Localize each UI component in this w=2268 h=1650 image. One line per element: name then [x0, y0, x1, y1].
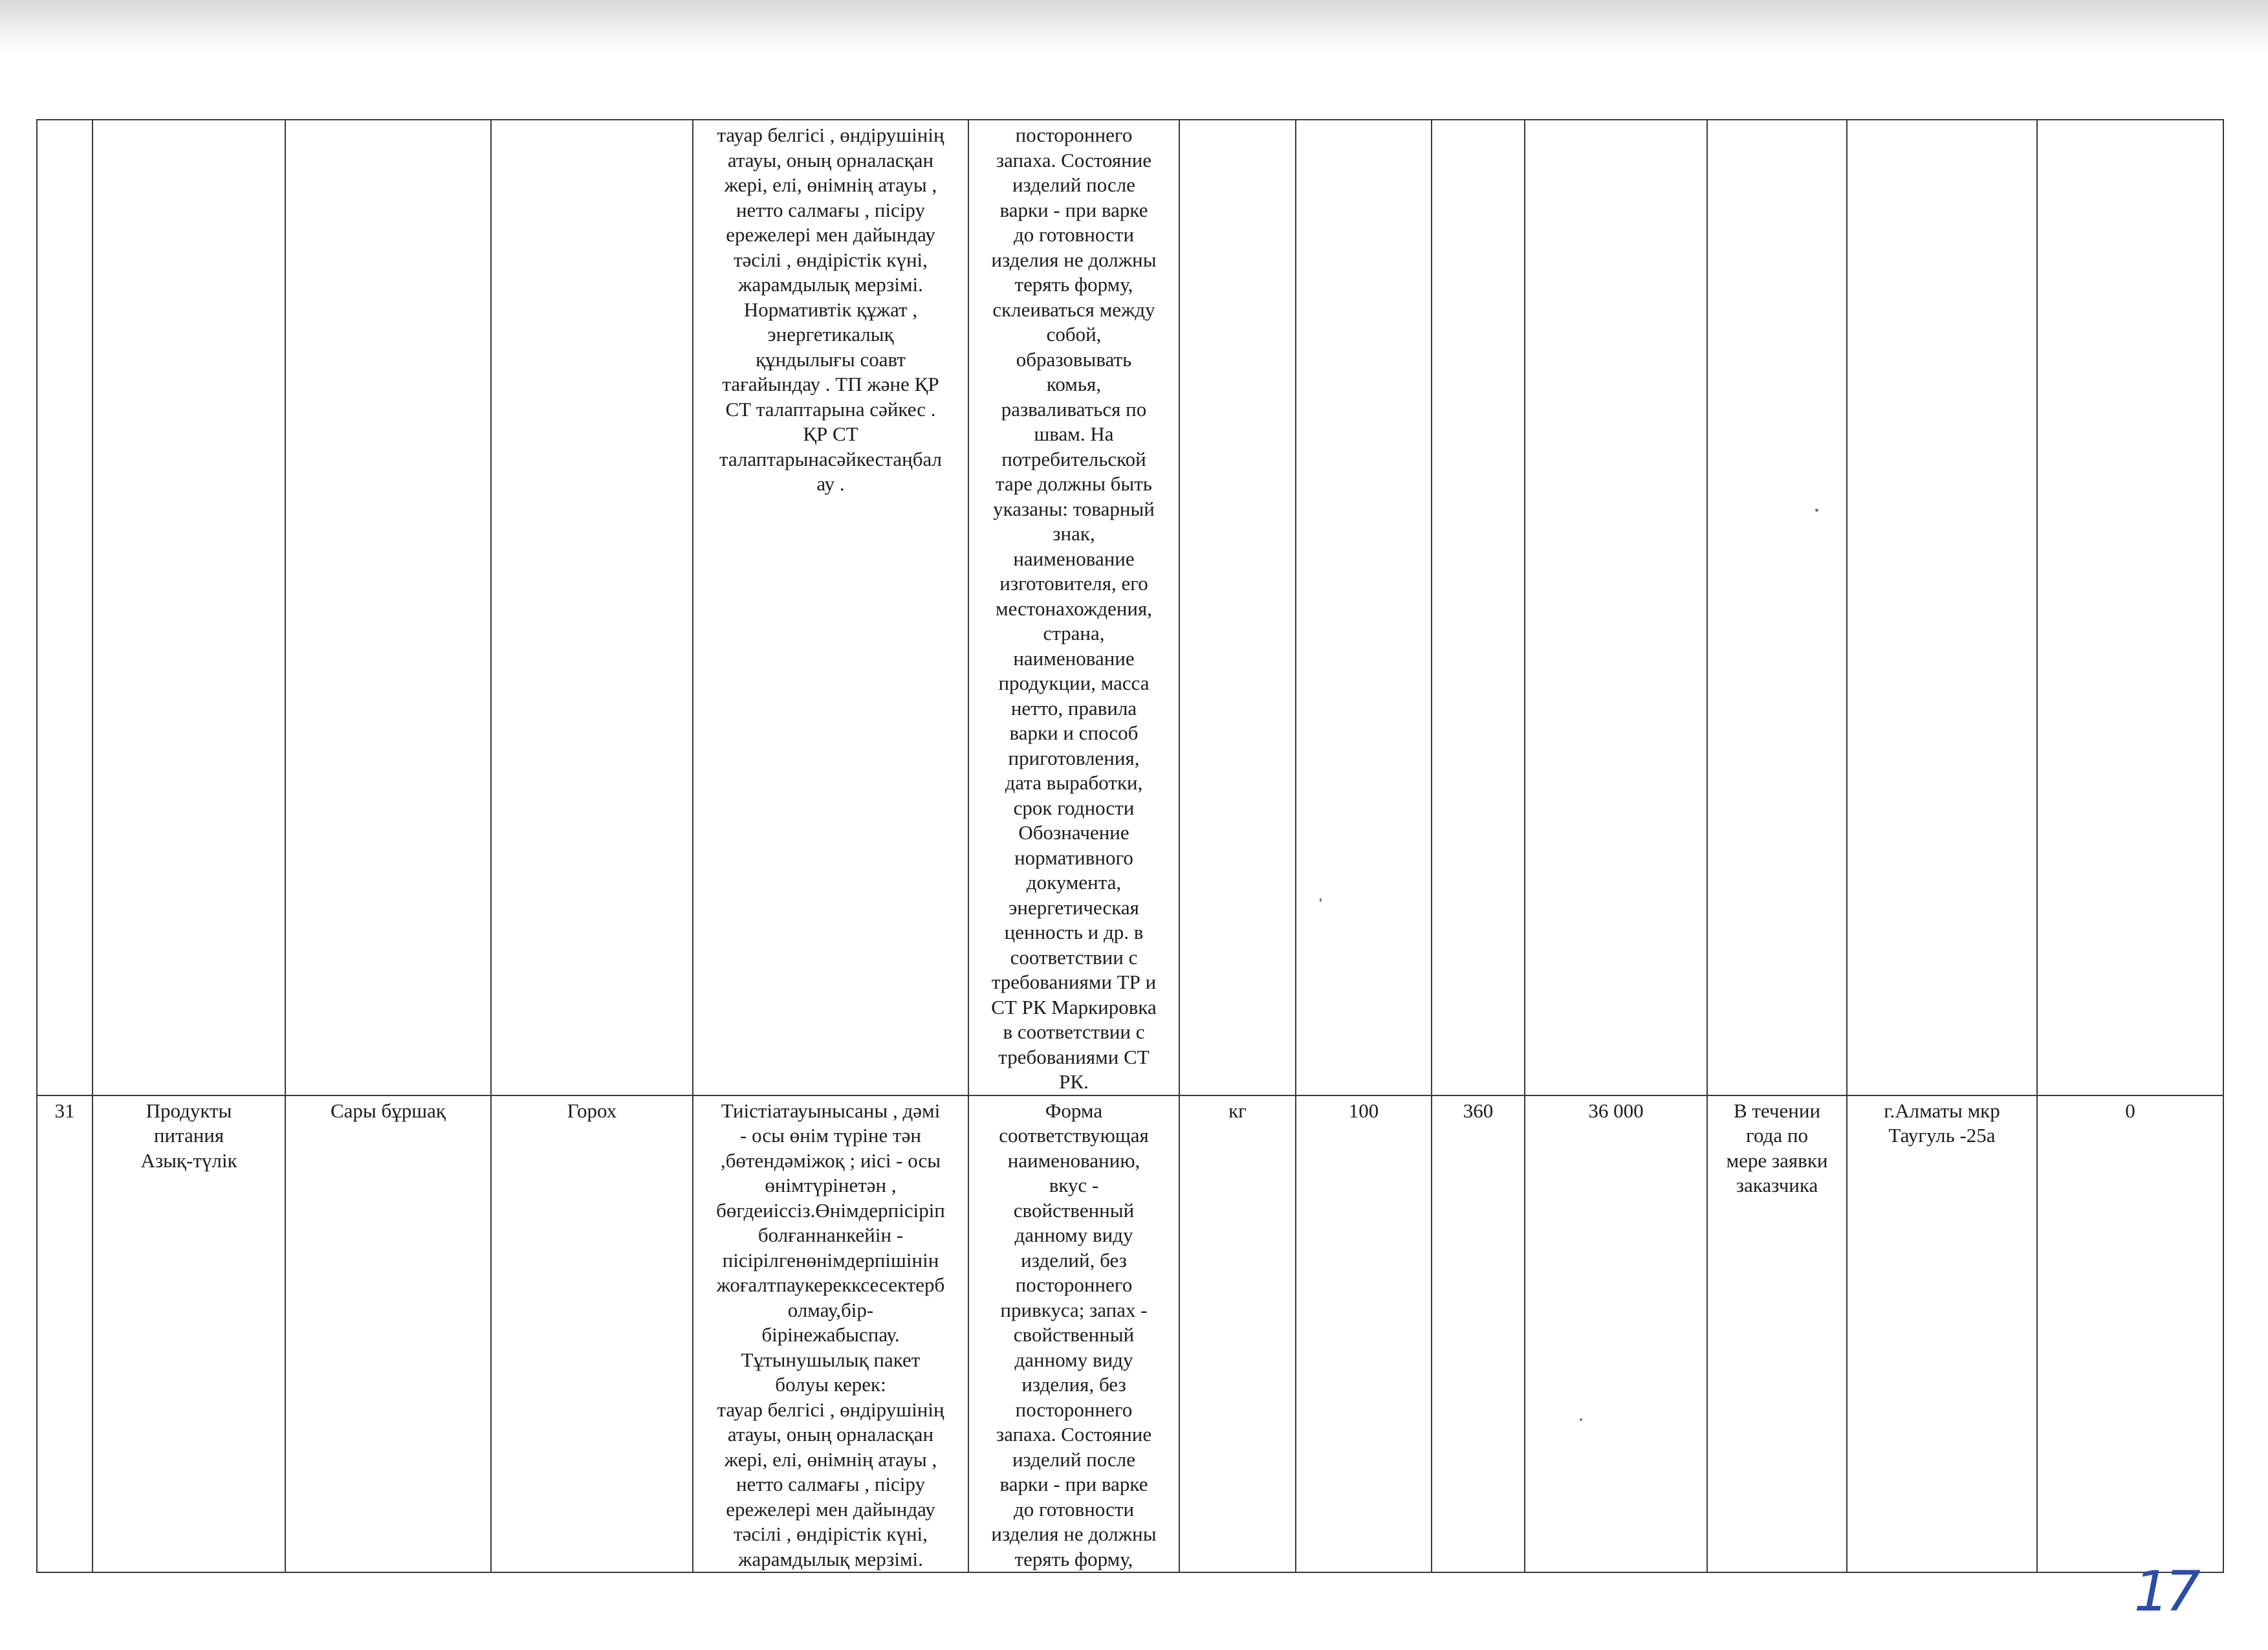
text-line: склеиваться между — [992, 298, 1155, 321]
text-line: нормативного — [1014, 846, 1133, 869]
text-line: тәсілі , өндірістік күні, — [734, 248, 928, 271]
text-line: до готовности — [1013, 1497, 1135, 1521]
text-line: тауар белгісі , өндірушінің — [717, 1398, 944, 1421]
cell-name-kz — [285, 120, 491, 1095]
text-line: талаптарынасәйкестаңбал — [719, 447, 942, 470]
text-line: документа, — [1026, 871, 1122, 894]
cell-delivery-place — [1847, 1095, 2037, 1573]
text-line: СТ талаптарына сәйкес . — [725, 397, 936, 421]
text-line: Нормативтік құжат , — [743, 298, 918, 321]
text-line: жері, елі, өнімнің атауы , — [724, 1447, 937, 1471]
table-row-continuation — [37, 120, 2223, 1095]
text-line: изделия не должны — [991, 248, 1157, 271]
text-line: ценность и др. в — [1004, 921, 1144, 943]
text-line: свойственный — [1013, 1198, 1135, 1222]
text-line: постороннего — [1015, 1273, 1133, 1296]
text-line: Обозначение — [1018, 821, 1129, 844]
text-line: приготовления, — [1008, 746, 1140, 769]
text-line: атауы, оның орналасқан — [727, 148, 934, 171]
scan-edge-shading — [0, 0, 2268, 54]
text-line: собой, — [1046, 323, 1102, 346]
text-line: тауар белгісі , өндірушінің — [717, 124, 944, 146]
text-line: таре должны быть — [996, 472, 1152, 495]
text-line: терять форму, — [1014, 273, 1133, 296]
text-line: изделий после — [1012, 173, 1136, 196]
text-line: РК. — [1059, 1070, 1089, 1093]
text-line: изготовителя, его — [999, 572, 1148, 595]
cell-advance: 0 — [2037, 1095, 2223, 1573]
cell-spec-ru — [968, 120, 1179, 1095]
text-line: указаны: товарный — [993, 497, 1155, 520]
cell-delivery-place — [1847, 120, 2037, 1095]
text-line: В течении — [1733, 1099, 1821, 1122]
text-line: года по — [1746, 1124, 1808, 1147]
text-line: тағайындау . ТП және ҚР — [722, 373, 939, 395]
text-line: разваливаться по — [1001, 397, 1147, 421]
text-line: в соответствии с — [1003, 1020, 1145, 1043]
text-line: дата выработки, — [1005, 771, 1143, 794]
text-line: бөгдеиіссіз.Өнімдерпісіріп — [716, 1198, 945, 1222]
text-line: данному виду — [1014, 1224, 1133, 1246]
text-line: энергетическая — [1009, 896, 1139, 919]
text-line: Форма — [1045, 1099, 1103, 1122]
text-line: Тиістіатауынысаны , дәмі — [721, 1099, 941, 1122]
text-line: ау . — [816, 472, 845, 495]
text-line: нетто, правила — [1010, 696, 1137, 720]
cell-spec-kz — [693, 120, 968, 1095]
text-line: олмау,бір- — [787, 1298, 874, 1321]
text-line: жері, елі, өнімнің атауы , — [724, 173, 937, 196]
text-line: требованиями СТ — [998, 1045, 1150, 1068]
text-line: нетто салмағы , пісіру — [736, 1473, 926, 1495]
cell-category — [93, 1095, 285, 1573]
text-line: запаха. Состояние — [996, 1423, 1152, 1446]
text-line: г.Алматы мкр — [1884, 1099, 2000, 1122]
text-line: пісірілгенөнімдерпішінін — [722, 1248, 939, 1271]
cell-category — [93, 120, 285, 1095]
cell-name-ru — [491, 120, 693, 1095]
cell-spec-ru — [968, 1095, 1179, 1573]
text-line: болуы керек: — [775, 1373, 886, 1396]
text-line: Продукты — [146, 1099, 232, 1122]
text-line: соответствии с — [1010, 945, 1138, 969]
text-line: энергетикалық — [767, 323, 894, 346]
text-line: соответствующая — [999, 1124, 1149, 1147]
text-line: наименованию, — [1007, 1149, 1140, 1172]
cell-delivery-term — [1707, 120, 1847, 1095]
text-line: жарамдылық мерзімі. — [738, 1547, 923, 1570]
text-line: Таугуль -25а — [1888, 1124, 1996, 1147]
text-line: продукции, масса — [998, 672, 1150, 694]
text-line: варки - при варке — [999, 1473, 1148, 1495]
text-line: ҚР СТ — [803, 423, 858, 445]
scan-speck — [1320, 898, 1322, 902]
text-line: мере заявки — [1726, 1149, 1828, 1172]
table-row-item-31 — [37, 1095, 2223, 1573]
text-line: өнімтүрінетән , — [765, 1174, 897, 1196]
text-line: привкуса; запах - — [1000, 1298, 1148, 1321]
text-line: свойственный — [1013, 1323, 1135, 1346]
scan-speck — [1815, 509, 1818, 512]
text-line: наименование — [1013, 547, 1135, 570]
text-line: ережелері мен дайындау — [726, 1497, 935, 1521]
text-line: жарамдылық мерзімі. — [738, 273, 923, 296]
text-line: тәсілі , өндірістік күні, — [734, 1523, 928, 1545]
text-line: питания — [153, 1124, 224, 1147]
cell-advance — [2037, 120, 2223, 1095]
cell-total: 36 000 — [1525, 1095, 1707, 1573]
text-line: постороннего — [1015, 124, 1133, 146]
procurement-table — [36, 119, 2224, 1573]
cell-num: 31 — [37, 1095, 93, 1573]
text-line: данному виду — [1014, 1348, 1133, 1371]
text-line: ережелері мен дайындау — [726, 223, 935, 246]
handwritten-page-number: 17 — [2133, 1559, 2197, 1624]
text-line: жоғалтпаукерекксесектерб — [716, 1273, 945, 1296]
cell-quantity — [1296, 120, 1432, 1095]
cell-quantity: 100 — [1296, 1095, 1432, 1573]
text-line: терять форму, — [1014, 1547, 1133, 1570]
text-line: изделия, без — [1021, 1373, 1126, 1396]
cell-delivery-term — [1707, 1095, 1847, 1573]
text-line: требованиями ТР и — [991, 971, 1157, 993]
text-line: наименование — [1013, 646, 1135, 670]
text-line: до готовности — [1013, 223, 1135, 246]
text-line: атауы, оның орналасқан — [727, 1423, 934, 1446]
text-line: страна, — [1043, 622, 1105, 644]
text-line: постороннего — [1015, 1398, 1133, 1421]
cell-price — [1432, 120, 1525, 1095]
text-line: вкус - — [1049, 1174, 1099, 1196]
text-line: варки - при варке — [999, 198, 1148, 221]
text-line: құндылығы соавт — [756, 347, 906, 371]
cell-name-ru: Горох — [491, 1095, 693, 1573]
cell-spec-kz — [693, 1095, 968, 1573]
text-line: комья, — [1046, 373, 1102, 395]
text-line: местонахождения, — [995, 597, 1153, 620]
text-line: ,бөтендәміжоқ ; иісі - осы — [720, 1149, 941, 1172]
text-line: Азық-түлік — [140, 1149, 237, 1172]
cell-unit — [1179, 120, 1296, 1095]
text-line: изделия не должны — [991, 1523, 1157, 1545]
text-line: изделий, без — [1021, 1248, 1127, 1271]
cell-name-kz: Сары бұршақ — [285, 1095, 491, 1573]
cell-price: 360 — [1432, 1095, 1525, 1573]
text-line: болғаннанкейін - — [758, 1224, 904, 1246]
text-line: бірінежабыспау. — [761, 1323, 900, 1346]
text-line: варки и способ — [1009, 721, 1139, 744]
text-line: потребительской — [1001, 447, 1146, 470]
text-line: заказчика — [1736, 1174, 1818, 1196]
text-line: нетто салмағы , пісіру — [736, 198, 926, 221]
text-line: изделий после — [1012, 1447, 1136, 1471]
text-line: запаха. Состояние — [996, 148, 1152, 171]
text-line: - осы өнім түріне тән — [740, 1124, 921, 1147]
text-line: образовывать — [1016, 347, 1132, 371]
scan-speck — [1580, 1418, 1582, 1421]
cell-unit: кг — [1179, 1095, 1296, 1573]
text-line: СТ РК Маркировка — [991, 995, 1157, 1018]
cell-num — [37, 120, 93, 1095]
text-line: Тұтынушылық пакет — [741, 1348, 921, 1371]
text-line: знак, — [1052, 522, 1095, 545]
text-line: срок годности — [1013, 796, 1135, 819]
cell-total — [1525, 120, 1707, 1095]
text-line: швам. На — [1034, 423, 1114, 445]
